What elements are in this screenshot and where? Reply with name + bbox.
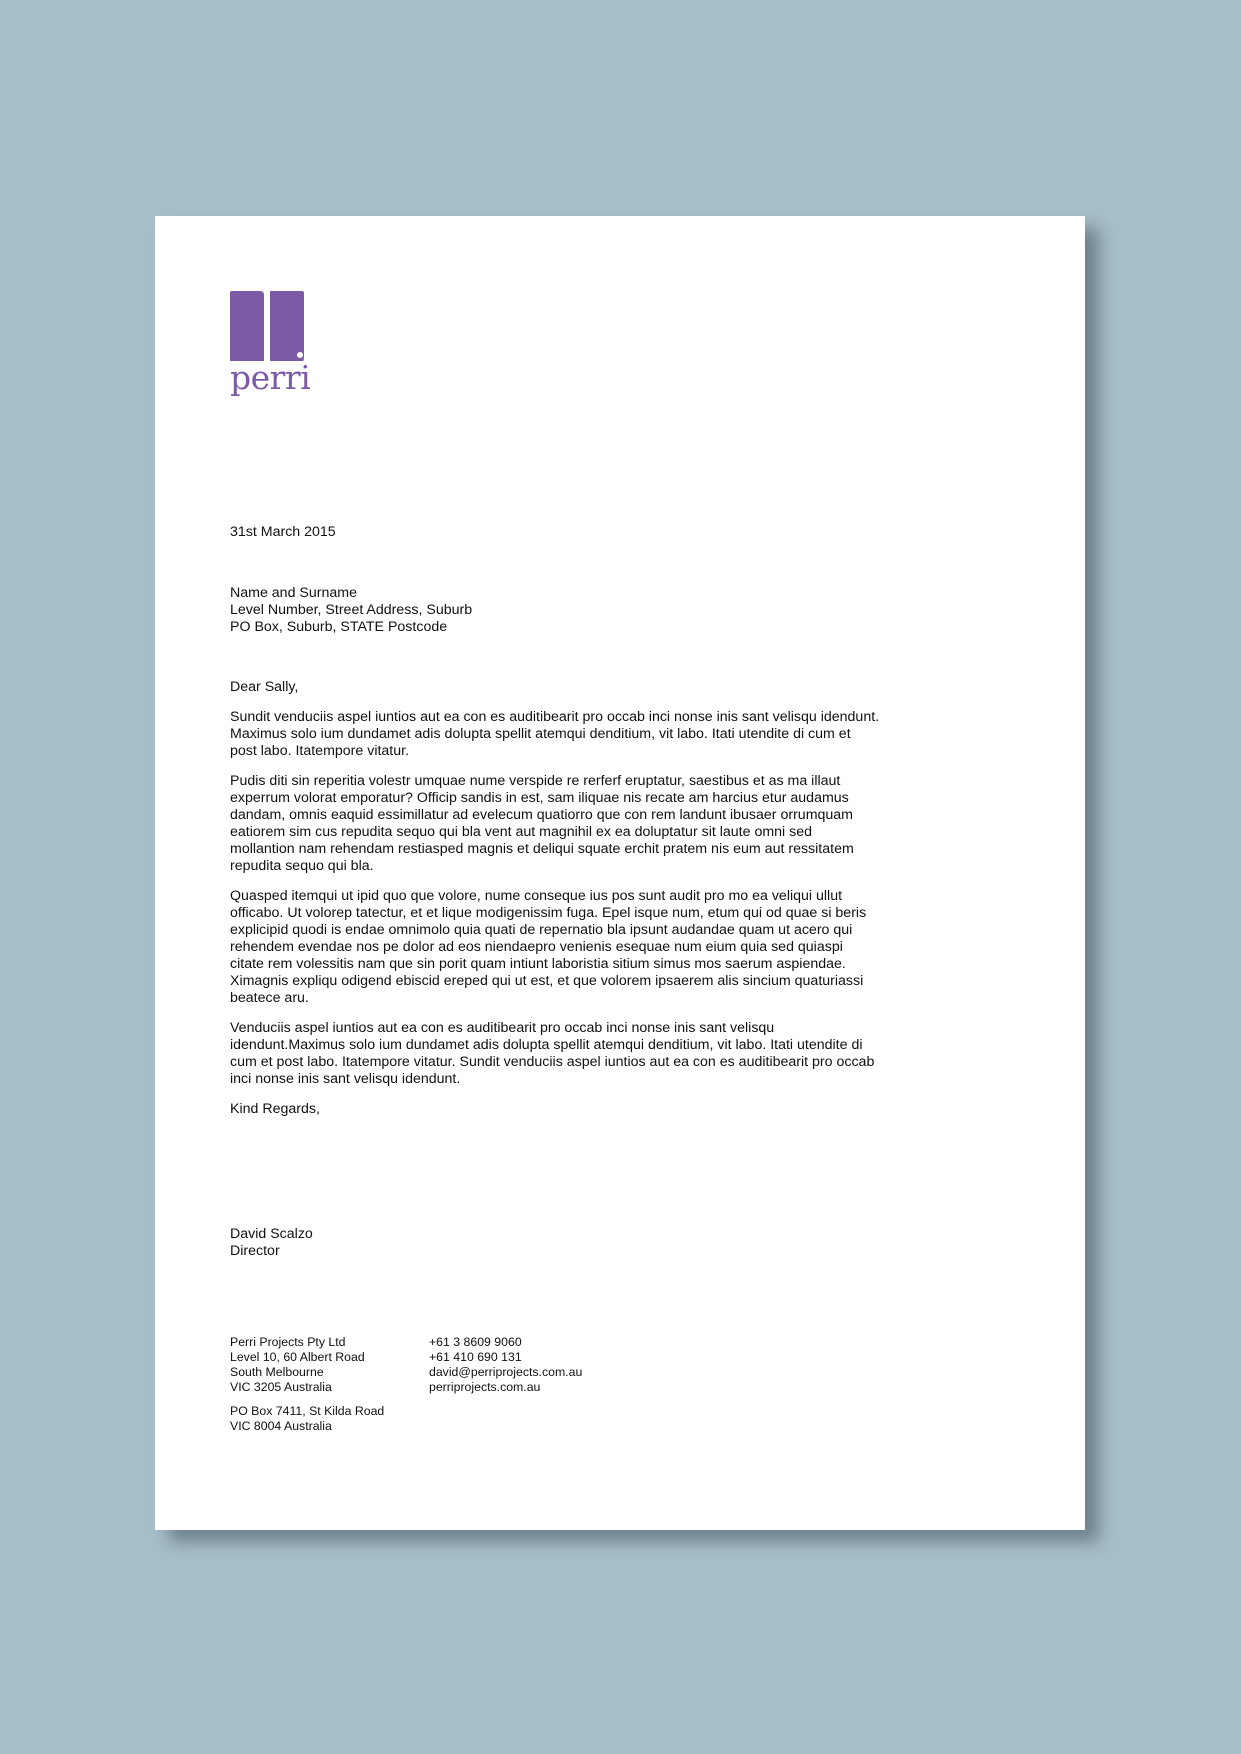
footer-mobile: +61 410 690 131 <box>429 1350 522 1364</box>
recipient-address <box>230 585 472 636</box>
body-paragraph: Quasped itemqui ut ipid quo que volore, nume conseque ius pos sunt audit pro mo ea veliqui ullut officabo. Ut volorep tatectur, et et lique modigenissim fuga. Epel isque num, etum qui od quae si beris explicipid quodi is endae omnimolo quia quati de repernatio bla ipsunt audandae quam ut acero qui rehendem evendae nos pe dolor ad eos niendaepro venienis esequae num eium quia sed quiaspi citate rem volessitis nam que sin porit quam intiunt laboristia sitium simus mos saerum aspiendae. Ximagnis expliqu odigend ebiscid ereped qui ut est, et que volorem ipsaerem alis sincium quaturiassi beatece aru. <box>230 888 867 1006</box>
footer-phone: +61 3 8609 9060 <box>429 1335 522 1349</box>
footer-email[interactable]: david@perriprojects.com.au <box>429 1365 583 1379</box>
footer-contact <box>429 1335 582 1395</box>
letterhead-page <box>155 216 1085 1530</box>
footer-address <box>230 1335 384 1434</box>
greeting: Dear Sally, <box>230 679 299 695</box>
body-paragraph: Venduciis aspel iuntios aut ea con es auditibearit pro occab inci nonse inis sant velisqu idendunt.Maximus solo ium dundamet adis dolupta spellit atemqui denditium, vit labo. Itati utendite di cum et post labo. Itatempore vitatur. Sundit venduciis aspel iuntios aut ea con es auditibearit pro occab inci nonse inis sant velisqu idendunt. <box>230 1020 875 1087</box>
footer-po-box: PO Box 7411, St Kilda Road <box>230 1404 385 1418</box>
signoff: Kind Regards, <box>230 1101 320 1117</box>
footer-suburb: South Melbourne <box>230 1365 324 1379</box>
letter-body <box>230 709 880 1131</box>
footer-state: VIC 3205 Australia <box>230 1380 332 1394</box>
body-paragraph: Pudis diti sin reperitia volestr umquae nume verspide re rerferf eruptatur, saestibus et as ma illaut experrum volorat emporatur? Officip sandis in est, sam iliquae nis recate am harcius etur audamus dandam, omnis eaquid essimillatur ad evelecum quatiorro que con rem landunt ibusaer orrumquam eatiorem sim cus repudita sequo qui bla vent aut magnihil ex ea doluptatur sit laute omni sed mollantion nam rehendam restiasped magnis et deliqui squate erchit pratem nis eum aut ressitatem repudita sequo qui bla. <box>230 773 854 874</box>
footer-company: Perri Projects Pty Ltd <box>230 1335 346 1349</box>
perri-logo <box>230 291 310 403</box>
signature-block <box>230 1226 313 1260</box>
footer-street: Level 10, 60 Albert Road <box>230 1350 365 1364</box>
body-paragraph: Sundit venduciis aspel iuntios aut ea con es auditibearit pro occab inci nonse inis sant velisqu idendunt. Maximus solo ium dundamet adis dolupta spellit atemqui denditium, vit labo. Itati utendite di cum et post labo. Itatempore vitatur. <box>230 709 880 759</box>
perri-wordmark: perri <box>230 358 311 397</box>
recipient-po-box: PO Box, Suburb, STATE Postcode <box>230 619 448 635</box>
recipient-street: Level Number, Street Address, Suburb <box>230 602 473 618</box>
signer-title: Director <box>230 1243 280 1259</box>
letter-date: 31st March 2015 <box>230 524 336 540</box>
recipient-name: Name and Surname <box>230 585 357 601</box>
footer-website[interactable]: perriprojects.com.au <box>429 1380 541 1394</box>
signer-name: David Scalzo <box>230 1226 313 1242</box>
perri-logo-mark-icon <box>230 291 310 361</box>
footer-po-state: VIC 8004 Australia <box>230 1419 332 1433</box>
